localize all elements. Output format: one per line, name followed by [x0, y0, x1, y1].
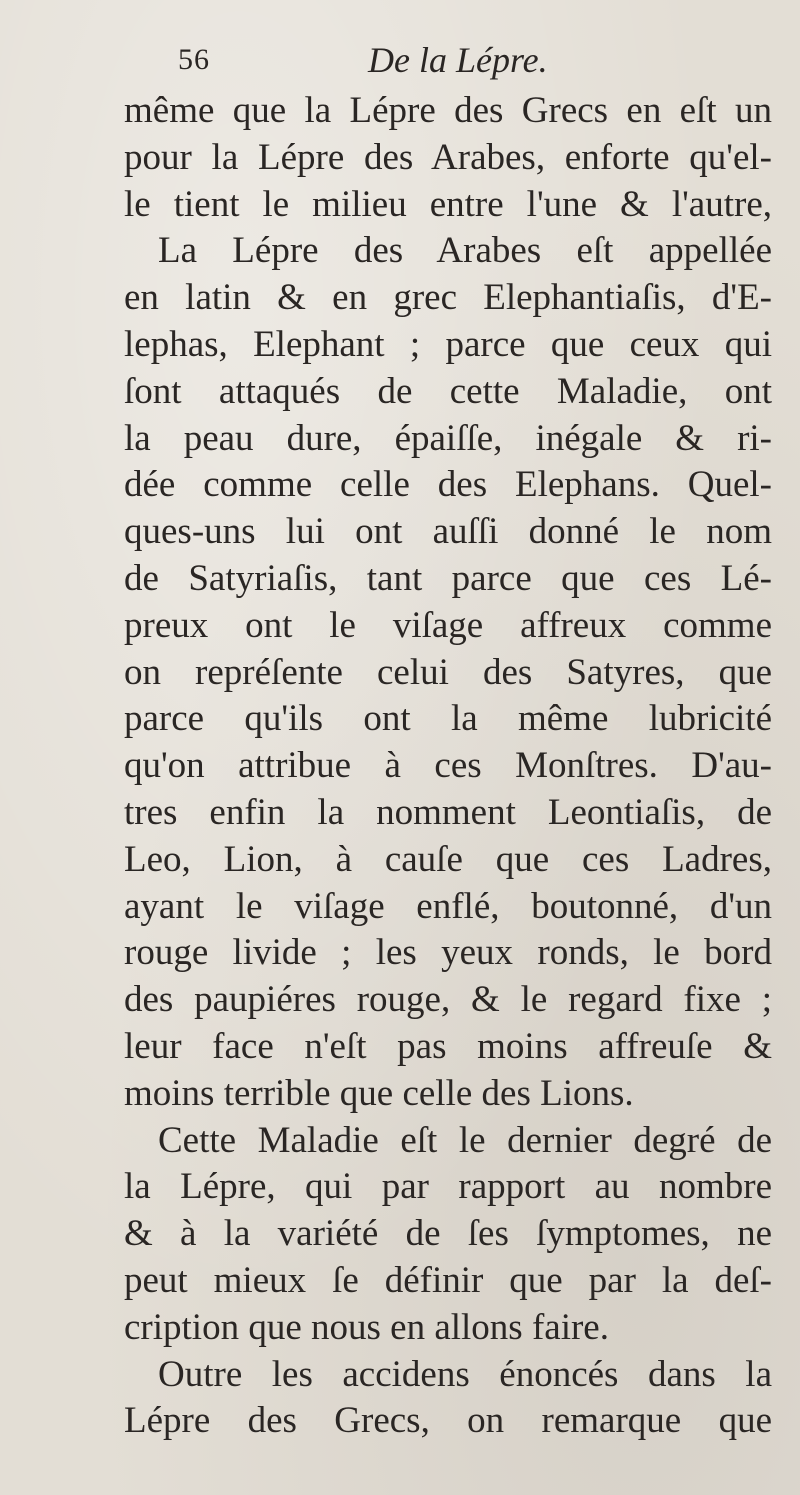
text-line: lephas, Elephant ; parce que ceux qui — [124, 323, 772, 365]
text-line: en latin & en grec Elephantiaſis, d'E- — [124, 277, 772, 319]
text-line: ques-uns lui ont auſſi donné le nom — [124, 511, 772, 553]
text-line: rouge livide ; les yeux ronds, le bord — [124, 932, 772, 974]
text-line: tres enfin la nomment Leontiaſis, de — [124, 791, 772, 833]
text-line: Lépre des Grecs, on remarque que — [124, 1400, 772, 1442]
text-line: la peau dure, épaiſſe, inégale & ri- — [124, 417, 772, 459]
text-line: de Satyriaſis, tant parce que ces Lé- — [124, 557, 772, 599]
running-title: De la Lépre. — [368, 40, 548, 80]
text-line: Cette Maladie eſt le dernier degré de — [158, 1119, 772, 1161]
text-line: la Lépre, qui par rapport au nombre — [124, 1166, 772, 1208]
text-line: le tient le milieu entre l'une & l'autre, — [124, 183, 772, 225]
text-line: ſont attaqués de cette Maladie, ont — [124, 370, 772, 412]
page-header — [178, 38, 598, 82]
text-line: ayant le viſage enflé, boutonné, d'un — [124, 885, 772, 927]
text-line: Outre les accidens énoncés dans la — [158, 1353, 772, 1395]
text-line: moins terrible que celle des Lions. — [124, 1072, 634, 1114]
text-line: qu'on attribue à ces Monſtres. D'au- — [124, 745, 772, 787]
page-number: 56 — [178, 43, 210, 76]
text-line: dée comme celle des Elephans. Quel- — [124, 464, 772, 506]
text-line: & à la variété de ſes ſymptomes, ne — [124, 1213, 772, 1255]
text-line: pour la Lépre des Arabes, enforte qu'el- — [124, 136, 772, 178]
text-line: même que la Lépre des Grecs en eſt un — [124, 90, 772, 131]
text-line: leur face n'eſt pas moins affreuſe & — [124, 1025, 772, 1067]
text-line: cription que nous en allons faire. — [124, 1306, 609, 1348]
text-line: on repréſente celui des Satyres, que — [124, 651, 772, 693]
text-line: La Lépre des Arabes eſt appellée — [158, 230, 772, 272]
text-line: parce qu'ils ont la même lubricité — [124, 698, 772, 740]
text-line: peut mieux ſe définir que par la deſ- — [124, 1259, 772, 1301]
text-line: preux ont le viſage affreux comme — [124, 604, 772, 646]
text-line: des paupiéres rouge, & le regard fixe ; — [124, 979, 772, 1021]
text-line: Leo, Lion, à cauſe que ces Ladres, — [124, 838, 772, 880]
body-text — [124, 88, 772, 1445]
